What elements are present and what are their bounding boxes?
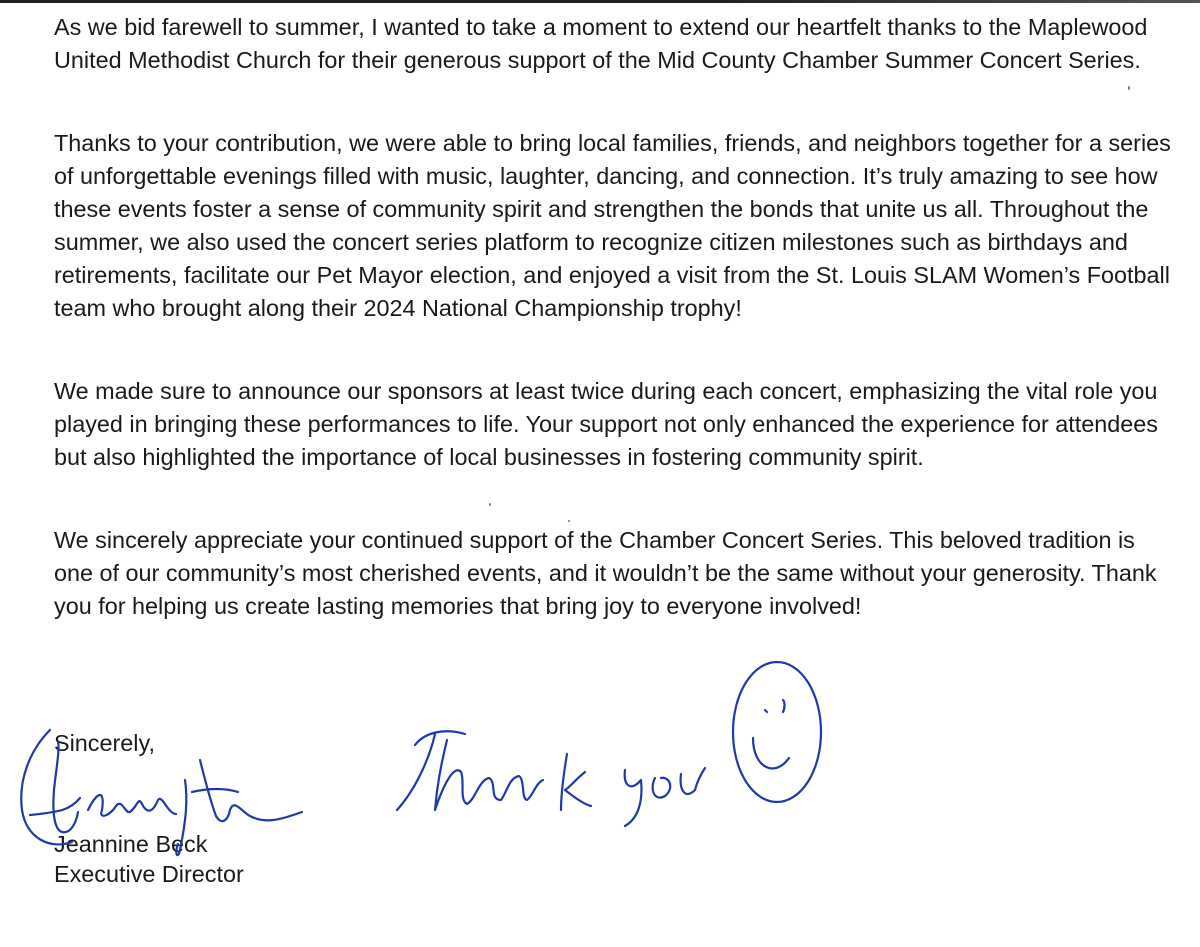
scan-speck — [568, 520, 570, 522]
letter-body — [54, 11, 1179, 673]
signer-name: Jeannine Beck — [54, 831, 208, 857]
handwritten-thank-you — [385, 650, 835, 830]
closing-salutation: Sincerely, — [54, 730, 155, 756]
scan-top-edge — [0, 0, 1200, 3]
paragraph-contribution: Thanks to your contribution, we were able to bring local families, friends, and neighbors together for a series of unforgettable evenings filled with music, laughter, dancing, and connection. It’s truly amazing to see how these events foster a sense of community spirit and strengthen the bonds that unite us all. Throughout the summer, we also used the concert series platform to recognize citizen milestones such as birthdays and retirements, facilitate our Pet Mayor election, and enjoyed a visit from the St. Louis SLAM Women’s Football team who brought along their 2024 National Championship trophy! — [54, 130, 1171, 321]
scan-speck — [1128, 86, 1130, 90]
signer-title: Executive Director — [54, 861, 244, 887]
paragraph-opening: As we bid farewell to summer, I wanted to take a moment to extend our heartfelt thanks to the Maplewood United Methodist Church for their generous support of the Mid County Chamber Summer Concert Series. — [54, 14, 1148, 73]
handwritten-signature — [10, 720, 310, 870]
scan-speck — [489, 503, 491, 506]
paragraph-sponsors: We made sure to announce our sponsors at least twice during each concert, emphasizing the vital role you played in bringing these performances to life. Your support not only enhanced the experience for attendees but also highlighted the importance of local businesses in fostering community spirit. — [54, 378, 1158, 470]
paragraph-appreciation: We sincerely appreciate your continued support of the Chamber Concert Series. This beloved tradition is one of our community’s most cherished events, and it wouldn’t be the same without your generosity. Thank you for helping us create lasting memories that bring joy to everyone involved! — [54, 527, 1157, 619]
